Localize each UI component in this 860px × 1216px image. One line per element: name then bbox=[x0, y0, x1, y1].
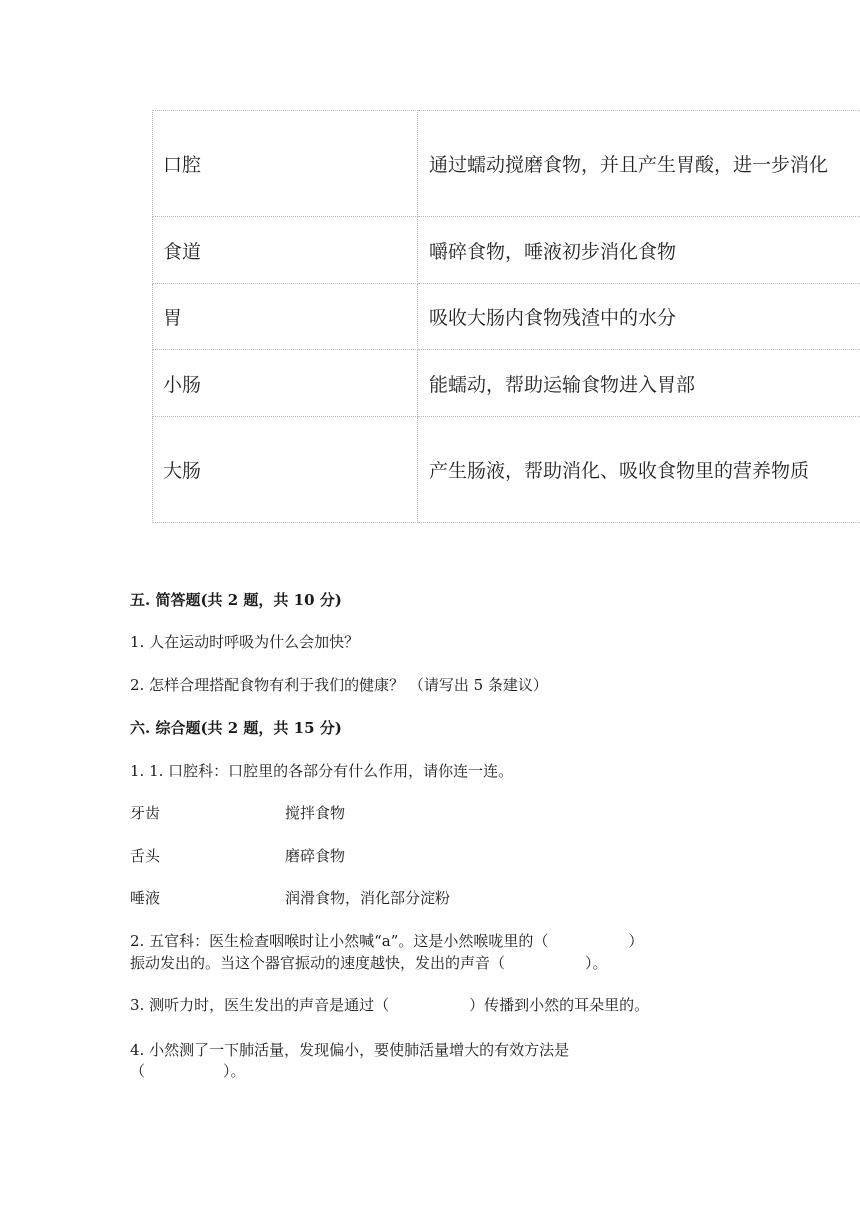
match-left-item: 牙齿 bbox=[130, 804, 161, 822]
section5-question-2: 2. 怎样合理搭配食物有利于我们的健康？ （请写出 5 条建议） bbox=[130, 676, 548, 694]
function-cell: 吸收大肠内食物残渣中的水分 bbox=[418, 284, 860, 350]
match-left-item: 舌头 bbox=[130, 847, 161, 865]
table-row bbox=[153, 284, 860, 350]
section6-question-4-line2: （ ）。 bbox=[130, 1062, 246, 1080]
section6-question-2-line1: 2. 五官科：医生检查咽喉时让小然喊“a”。这是小然喉咙里的（ ） bbox=[130, 932, 644, 950]
match-left-item: 唾液 bbox=[130, 889, 161, 907]
section6-question-2-line2: 振动发出的。当这个器官振动的速度越快，发出的声音（ ）。 bbox=[130, 954, 608, 972]
table-row bbox=[153, 111, 860, 217]
section6-title: 六. 综合题(共 2 题，共 15 分) bbox=[130, 719, 342, 737]
section5-question-1: 1. 人在运动时呼吸为什么会加快？ bbox=[130, 633, 360, 651]
organ-function-table bbox=[152, 110, 860, 523]
organ-cell: 大肠 bbox=[153, 417, 418, 523]
organ-cell: 小肠 bbox=[153, 350, 418, 417]
organ-cell: 口腔 bbox=[153, 111, 418, 217]
function-cell: 能蠕动，帮助运输食物进入胃部 bbox=[418, 350, 860, 417]
function-cell: 嚼碎食物，唾液初步消化食物 bbox=[418, 217, 860, 284]
table-row bbox=[153, 350, 860, 417]
match-right-item: 润滑食物，消化部分淀粉 bbox=[285, 889, 451, 907]
section5-title: 五. 简答题(共 2 题，共 10 分) bbox=[130, 591, 342, 609]
organ-cell: 食道 bbox=[153, 217, 418, 284]
table-row bbox=[153, 217, 860, 284]
section6-question-1: 1. 1. 口腔科：口腔里的各部分有什么作用，请你连一连。 bbox=[130, 762, 514, 780]
function-cell: 通过蠕动搅磨食物，并且产生胃酸，进一步消化 bbox=[418, 111, 860, 217]
section6-question-3: 3. 测听力时，医生发出的声音是通过（ ）传播到小然的耳朵里的。 bbox=[130, 996, 650, 1014]
table-row bbox=[153, 417, 860, 523]
organ-cell: 胃 bbox=[153, 284, 418, 350]
match-right-item: 搅拌食物 bbox=[285, 804, 346, 822]
function-cell: 产生肠液，帮助消化、吸收食物里的营养物质 bbox=[418, 417, 860, 523]
section6-question-4-line1: 4. 小然测了一下肺活量，发现偏小，要使肺活量增大的有效方法是 bbox=[130, 1041, 570, 1059]
match-right-item: 磨碎食物 bbox=[285, 847, 346, 865]
